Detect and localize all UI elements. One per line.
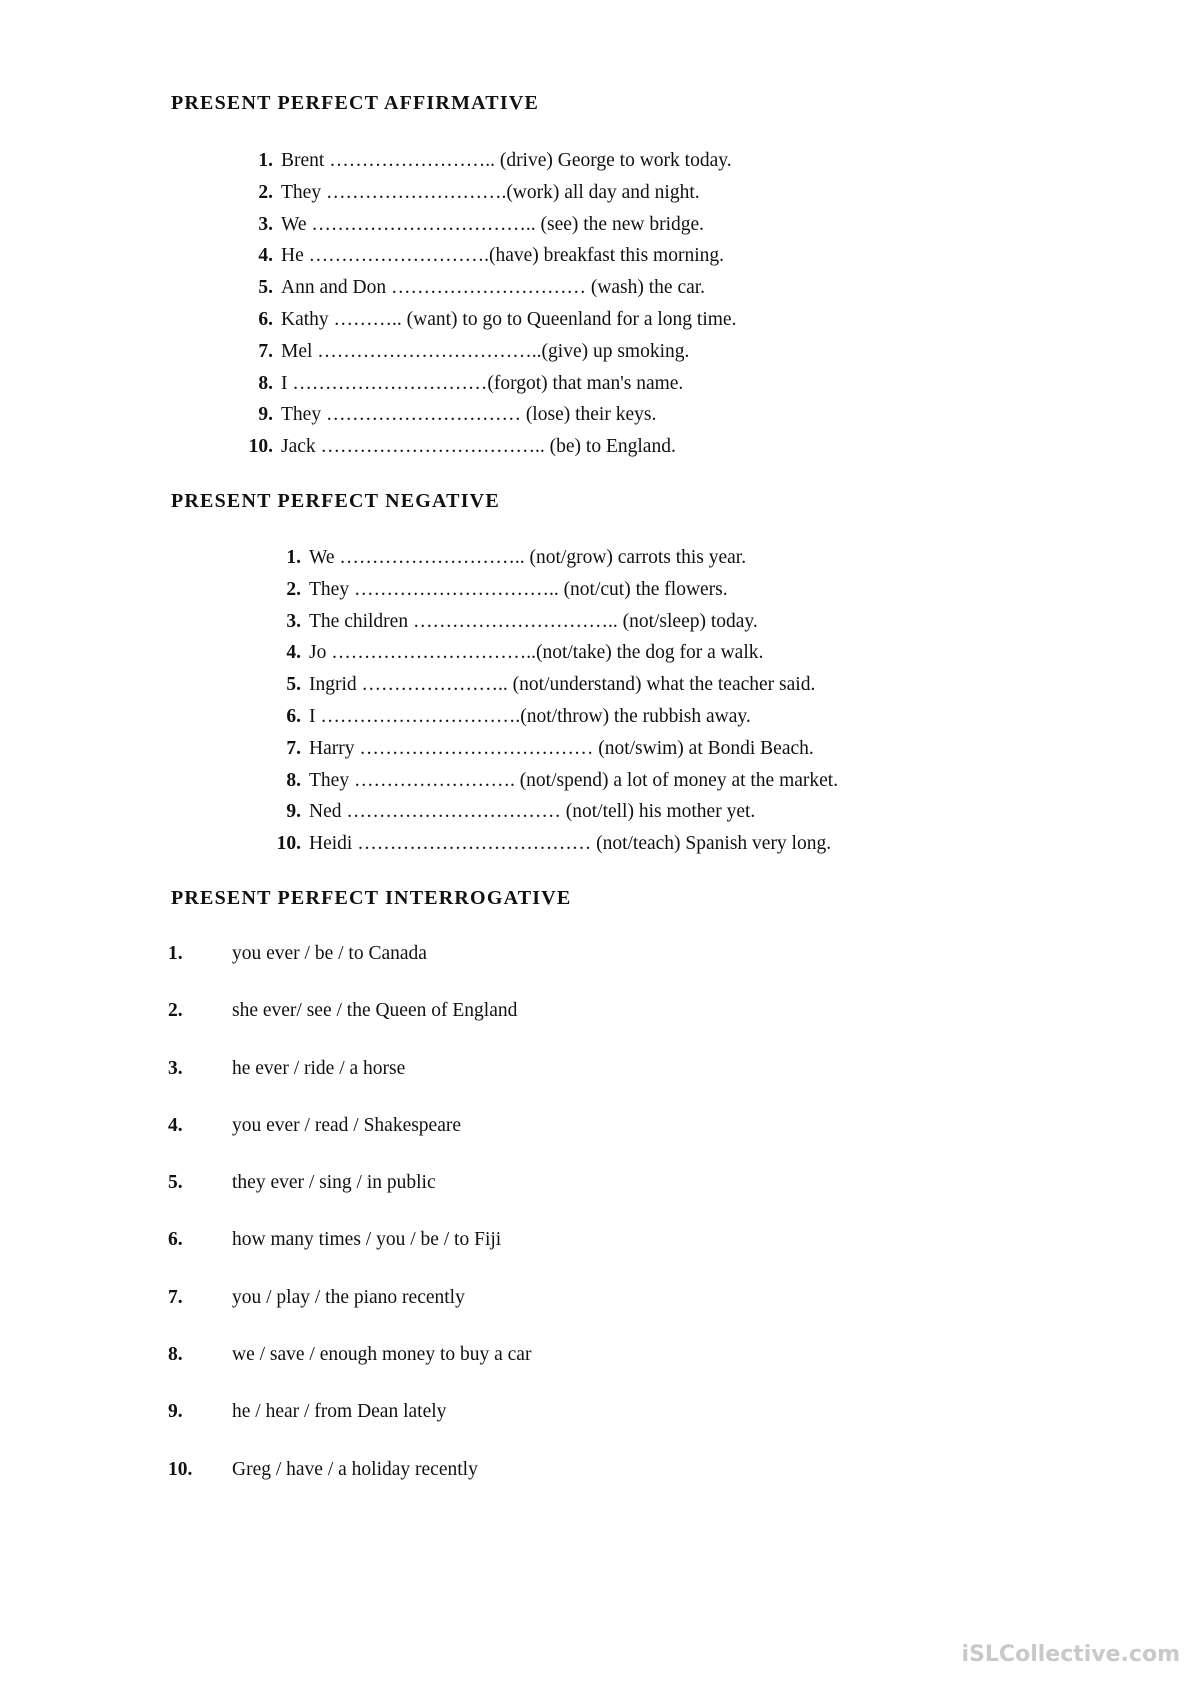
item-text: We …………………………….. (see) the new bridge. xyxy=(281,213,705,235)
item-number: 8. xyxy=(168,1344,183,1366)
item-number: 2. xyxy=(258,181,273,203)
item-number: 5. xyxy=(258,277,273,299)
affirmative-item xyxy=(238,181,736,213)
site-watermark: iSLCollective.com xyxy=(961,1642,1180,1667)
item-text: you ever / read / Shakespeare xyxy=(232,1114,462,1136)
interrogative-heading: PRESENT PERFECT INTERROGATIVE xyxy=(171,887,572,909)
item-number: 1. xyxy=(286,547,301,568)
negative-item xyxy=(266,737,838,769)
negative-item xyxy=(266,769,838,801)
interrogative-item xyxy=(168,1228,531,1285)
interrogative-item xyxy=(168,1343,531,1400)
interrogative-item xyxy=(168,942,531,999)
item-text: They ………………………… (lose) their keys. xyxy=(281,404,657,426)
item-number: 2. xyxy=(168,1000,183,1022)
negative-item xyxy=(266,546,838,578)
item-text: I ………………………….(not/throw) the rubbish away. xyxy=(309,705,751,727)
interrogative-item xyxy=(168,1171,531,1228)
affirmative-item xyxy=(238,149,736,181)
interrogative-item xyxy=(168,1400,531,1457)
item-text: Brent …………………….. (drive) George to work today. xyxy=(281,150,732,171)
item-number: 10. xyxy=(276,833,301,855)
affirmative-item xyxy=(238,403,736,435)
negative-item xyxy=(266,610,838,642)
item-number: 6. xyxy=(286,705,301,727)
item-number: 7. xyxy=(168,1286,183,1308)
item-text: He ……………………….(have) breakfast this morning. xyxy=(281,245,724,267)
item-number: 4. xyxy=(168,1114,183,1136)
item-number: 2. xyxy=(286,578,301,600)
item-number: 10. xyxy=(168,1458,193,1480)
item-text: Kathy ……….. (want) to go to Queenland for a long time. xyxy=(281,308,737,330)
negative-item xyxy=(266,800,838,832)
item-text: Ann and Don ………………………… (wash) the car. xyxy=(281,277,706,299)
interrogative-item xyxy=(168,1458,531,1515)
item-text: I …………………………(forgot) that man's name. xyxy=(281,372,684,394)
interrogative-item xyxy=(168,1057,531,1114)
affirmative-item xyxy=(238,372,736,404)
item-number: 6. xyxy=(258,308,273,330)
item-number: 6. xyxy=(168,1229,183,1251)
interrogative-item xyxy=(168,1114,531,1171)
item-text: Greg / have / a holiday recently xyxy=(232,1458,478,1480)
item-number: 9. xyxy=(286,801,301,823)
item-text: Harry ……………………………… (not/swim) at Bondi Beach. xyxy=(309,737,814,759)
item-number: 1. xyxy=(168,943,183,964)
item-number: 4. xyxy=(286,642,301,664)
affirmative-item xyxy=(238,276,736,308)
item-text: They ……………………. (not/spend) a lot of money at the market. xyxy=(309,769,839,791)
item-number: 10. xyxy=(248,436,273,458)
affirmative-item xyxy=(238,308,736,340)
item-number: 1. xyxy=(258,150,273,171)
item-text: Heidi ……………………………… (not/teach) Spanish very long. xyxy=(309,833,832,855)
negative-heading: PRESENT PERFECT NEGATIVE xyxy=(171,490,500,512)
item-text: you / play / the piano recently xyxy=(232,1286,465,1308)
item-number: 5. xyxy=(168,1172,183,1194)
affirmative-item xyxy=(238,213,736,245)
item-text: we / save / enough money to buy a car xyxy=(232,1344,532,1366)
negative-item xyxy=(266,832,838,864)
item-number: 3. xyxy=(258,213,273,235)
item-text: They ……………………….(work) all day and night. xyxy=(281,181,700,203)
item-text: how many times / you / be / to Fiji xyxy=(232,1229,502,1251)
affirmative-item xyxy=(238,435,736,467)
item-number: 3. xyxy=(286,610,301,632)
negative-item xyxy=(266,578,838,610)
item-text: she ever/ see / the Queen of England xyxy=(232,1000,518,1022)
negative-item xyxy=(266,673,838,705)
interrogative-item xyxy=(168,1286,531,1343)
item-number: 8. xyxy=(286,769,301,791)
negative-item xyxy=(266,641,838,673)
item-text: They ………………………….. (not/cut) the flowers. xyxy=(309,578,728,600)
interrogative-item xyxy=(168,999,531,1056)
interrogative-exercise-list xyxy=(168,942,531,1515)
affirmative-item xyxy=(238,244,736,276)
affirmative-heading: PRESENT PERFECT AFFIRMATIVE xyxy=(171,92,540,114)
item-number: 8. xyxy=(258,372,273,394)
item-text: they ever / sing / in public xyxy=(232,1172,436,1194)
item-number: 4. xyxy=(258,245,273,267)
item-text: Ingrid ………………….. (not/understand) what the teacher said. xyxy=(309,674,816,696)
item-number: 7. xyxy=(286,737,301,759)
item-number: 9. xyxy=(168,1401,183,1423)
affirmative-exercise-list xyxy=(238,149,736,467)
negative-exercise-list xyxy=(266,546,838,864)
affirmative-item xyxy=(238,340,736,372)
item-text: he ever / ride / a horse xyxy=(232,1057,406,1079)
item-number: 7. xyxy=(258,340,273,362)
item-text: We ……………………….. (not/grow) carrots this year. xyxy=(309,547,747,568)
item-number: 9. xyxy=(258,404,273,426)
item-text: you ever / be / to Canada xyxy=(232,943,427,964)
item-text: The children ………………………….. (not/sleep) today. xyxy=(309,610,758,632)
negative-item xyxy=(266,705,838,737)
item-number: 3. xyxy=(168,1057,183,1079)
item-text: he / hear / from Dean lately xyxy=(232,1401,447,1423)
item-text: Jo …………………………..(not/take) the dog for a walk. xyxy=(309,642,764,664)
item-text: Ned …………………………… (not/tell) his mother yet. xyxy=(309,801,756,823)
item-text: Jack …………………………….. (be) to England. xyxy=(281,436,676,458)
item-text: Mel ……………………………..(give) up smoking. xyxy=(281,340,690,362)
item-number: 5. xyxy=(286,674,301,696)
